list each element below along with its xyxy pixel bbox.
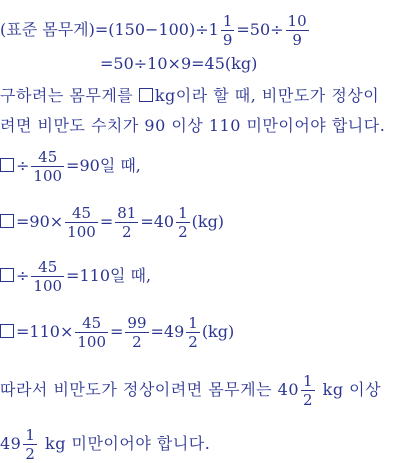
equation-mid: =50÷ — [236, 20, 284, 39]
standard-weight-prefix: (표준 몸무게)=(150−100)÷ — [0, 20, 209, 39]
description-line-2: 려면 비만도 수치가 90 이상 110 미만이어야 합니다. — [0, 116, 386, 135]
fraction: $\frac{45}{100}$ — [33, 258, 63, 295]
condition-equation-1: ÷ $\frac{45}{100}$ =90일 때, — [0, 148, 141, 185]
fraction: $\frac{1}{2}$ — [25, 426, 36, 463]
standard-weight-line — [0, 12, 311, 49]
description-line-1: 구하려는 몸무게를 kg이라 할 때, 비만도가 정상이 — [0, 86, 380, 105]
fraction: $\frac{45}{100}$ — [67, 204, 96, 241]
fraction: $\frac{1}{9}$ — [222, 12, 233, 49]
condition-equation-2: ÷ $\frac{45}{100}$ =110일 때, — [0, 258, 151, 295]
fraction: $\frac{10}{9}$ — [287, 12, 307, 49]
unknown-box — [0, 214, 14, 228]
fraction: $\frac{1}{2}$ — [303, 372, 314, 409]
solution-equation-1: =90× $\frac{45}{100}$ = $\frac{81}{2}$ =40 $\frac{1}{2}$ (kg) — [0, 204, 224, 241]
fraction: $\frac{45}{100}$ — [77, 314, 106, 351]
unknown-box — [139, 88, 153, 102]
fraction: $\frac{45}{100}$ — [33, 148, 63, 185]
unknown-box — [0, 268, 14, 282]
conclusion-line-1: 따라서 비만도가 정상이려면 몸무게는 40 $\frac{1}{2}$ kg 이상 — [0, 372, 382, 409]
fraction: $\frac{1}{2}$ — [178, 204, 188, 241]
unknown-box — [0, 324, 14, 338]
standard-weight-result: =50÷10×9=45(kg) — [100, 54, 258, 73]
fraction: $\frac{1}{2}$ — [188, 314, 198, 351]
fraction: $\frac{99}{2}$ — [127, 314, 147, 351]
solution-equation-2: =110× $\frac{45}{100}$ = $\frac{99}{2}$ =49 $\frac{1}{2}$ (kg) — [0, 314, 234, 351]
mixed-whole: 1 — [208, 20, 219, 39]
conclusion-line-2: 49 $\frac{1}{2}$ kg 미만이어야 합니다. — [0, 426, 211, 463]
unknown-box — [0, 158, 14, 172]
fraction: $\frac{81}{2}$ — [117, 204, 137, 241]
